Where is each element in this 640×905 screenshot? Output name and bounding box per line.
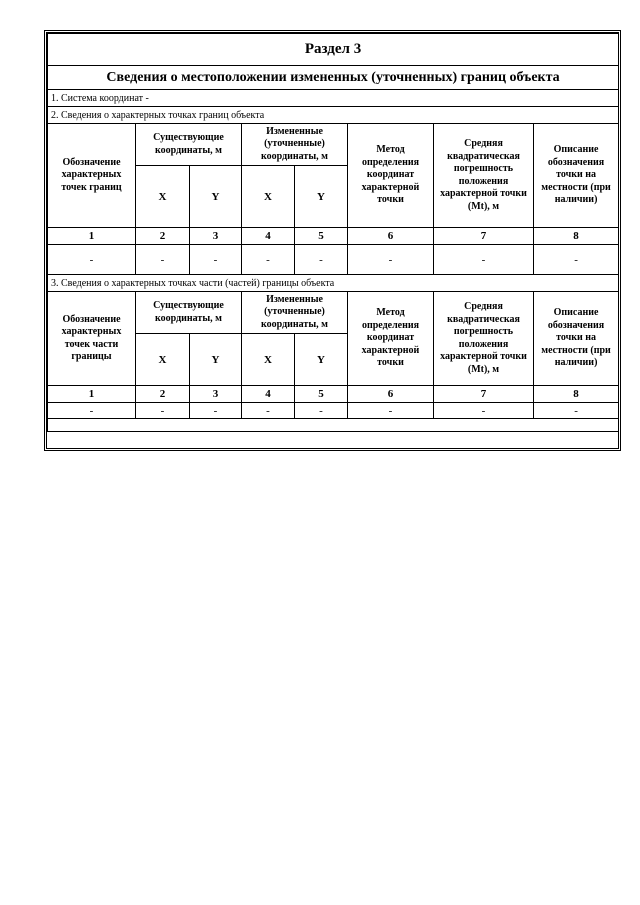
column-number: 5 [295,386,348,403]
column-number: 3 [190,228,242,245]
table-cell: - [190,403,242,419]
column-number: 2 [136,386,190,403]
header-description: Описание обозначения точки на местности (при наличии) [534,124,619,228]
section-title: Раздел 3 [48,34,619,66]
table-cell: - [434,403,534,419]
table-cell: - [295,245,348,275]
header-changed-y: Y [295,166,348,228]
table-cell: - [534,245,619,275]
table-cell: - [136,245,190,275]
column-number: 4 [242,386,295,403]
table-cell: - [295,403,348,419]
column-number: 6 [348,228,434,245]
section3-table [47,33,619,432]
column-number: 8 [534,228,619,245]
header-method: Метод определения координат характерной точки [348,124,434,228]
header-existing-coords: Существующие координаты, м [136,124,242,166]
table-cell: - [242,245,295,275]
header-changed-coords: Измененные (уточненные) координаты, м [242,124,348,166]
table-cell: - [136,403,190,419]
table-cell: - [48,403,136,419]
header-error: Средняя квадратическая погрешность положения характерной точки (Mt), м [434,124,534,228]
header-existing-y: Y [190,166,242,228]
empty-row [48,419,619,432]
header-changed-y: Y [295,334,348,386]
table-cell: - [434,245,534,275]
column-number: 3 [190,386,242,403]
column-number: 2 [136,228,190,245]
table-cell: - [348,403,434,419]
document-frame [44,30,621,451]
header-changed-x: X [242,334,295,386]
header-existing-x: X [136,334,190,386]
table-cell: - [534,403,619,419]
header-changed-x: X [242,166,295,228]
section-subtitle: Сведения о местоположении измененных (уточненных) границ объекта [48,66,619,90]
header-error: Средняя квадратическая погрешность положения характерной точки (Mt), м [434,292,534,386]
column-number: 8 [534,386,619,403]
table-cell: - [48,245,136,275]
table-cell: - [348,245,434,275]
header-existing-x: X [136,166,190,228]
header-designation: Обозначение характерных точек части границы [48,292,136,386]
header-method: Метод определения координат характерной точки [348,292,434,386]
table-cell: - [242,403,295,419]
header-existing-coords: Существующие координаты, м [136,292,242,334]
column-number: 4 [242,228,295,245]
header-existing-y: Y [190,334,242,386]
coordinate-system-line: 1. Система координат - [48,90,619,107]
column-number: 5 [295,228,348,245]
header-description: Описание обозначения точки на местности (при наличии) [534,292,619,386]
column-number: 1 [48,386,136,403]
boundary-points-caption: 2. Сведения о характерных точках границ объекта [48,107,619,124]
column-number: 7 [434,386,534,403]
part-points-caption: 3. Сведения о характерных точках части (частей) границы объекта [48,275,619,292]
header-changed-coords: Измененные (уточненные) координаты, м [242,292,348,334]
header-designation: Обозначение характерных точек границ [48,124,136,228]
column-number: 7 [434,228,534,245]
column-number: 1 [48,228,136,245]
column-number: 6 [348,386,434,403]
table-cell: - [190,245,242,275]
